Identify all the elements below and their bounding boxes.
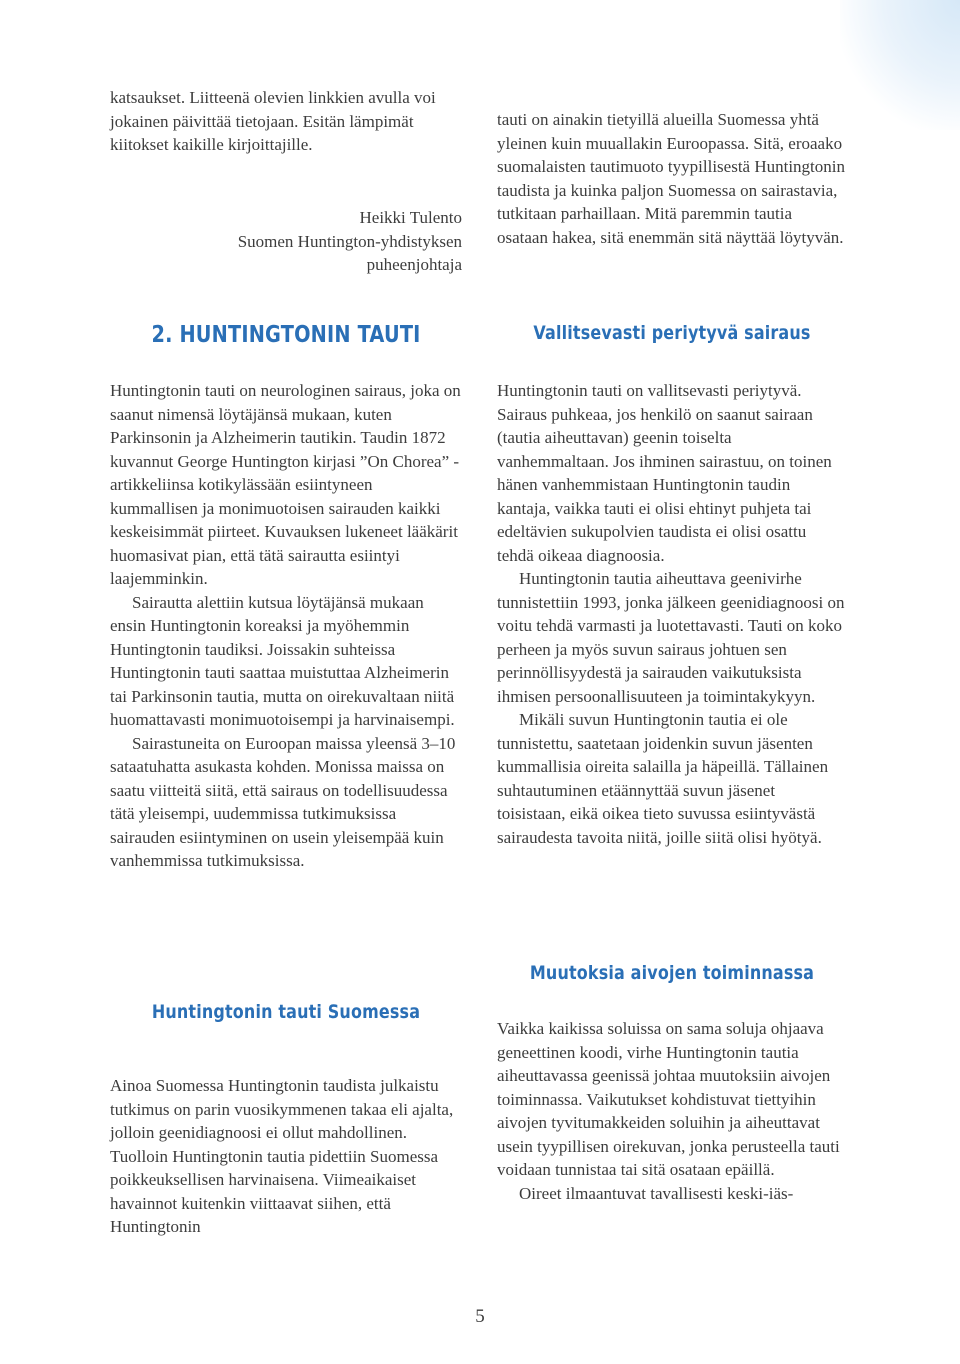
foreword-text-column <box>110 86 462 157</box>
body-paragraph: Sairautta alettiin kutsua löytäjänsä mukaan ensin Huntingtonin koreaksi ja myöhemmin Huntingtonin taudiksi. Joissakin suhteissa Huntingtonin tauti saattaa muistuttaa Alzheimerin tai Parkinsonin tautia, mutta on oirekuvaltaan niitä huomattavasti monimuotoisempi ja harvinaisempi. <box>110 592 455 729</box>
section-heading-aivojen-toiminnassa: Muutoksia aivojen toiminnassa <box>529 962 815 984</box>
body-paragraph: Oireet ilmaantuvat tavallisesti keski-iäs- <box>519 1183 794 1203</box>
signature-organization: Suomen Huntington-yhdistyksen <box>237 231 462 251</box>
body-paragraph: Huntingtonin tauti on neurologinen sairaus, joka on saanut nimensä löytäjänsä mukaan, kuten Parkinsonin ja Alzheimerin tautikin. Taudin 1872 kuvannut George Huntington kirjasi ”On Chorea” -artikkeliinsa kotikylässään esiintyneen kummallisen ja monimuotoisen sairauden kaikki keskeisimmät piirteet. Kuvauksen lukeneet lääkärit huomasivat pian, että tätä sairautta esiintyi laajemminkin. <box>110 381 461 588</box>
signature-name: Heikki Tulento <box>359 208 462 227</box>
finland-section-body <box>110 1074 462 1239</box>
brain-section-body <box>497 1017 847 1205</box>
signature-role: puheenjohtaja <box>366 255 462 274</box>
corner-decoration <box>840 0 960 130</box>
body-paragraph: Huntingtonin tautia aiheuttava geenivirhe tunnistettiin 1993, jonka jälkeen geenidiagnoosi on voitu tehdä varmasti ja luotettavasti. Tauti on koko perheen ja myös suvun sairaus johtuen sen perinnöllisyydestä ja sairauden vaikutuksista ihmisen persoonallisuuteen ja toimintakykyyn. <box>497 569 845 706</box>
section-heading-vallitsevasti: Vallitsevasti periytyvä sairaus <box>533 322 811 344</box>
body-paragraph: Huntingtonin tauti on vallitsevasti periytyvä. Sairaus puhkeaa, jos henkilö on saanut sairaan (tautia aiheuttavan) geenin toiselta vanhemmaltaan. Jos ihminen sairastuu, on toinen hänen vanhemmistaan Huntingtonin taudin kantaja, vaikka tauti ei olisi ehtinyt puhjeta tai edeltävien sukupolvien taudista ei olisi osattu tehdä oikeaa diagnoosia. <box>497 381 832 565</box>
page-number: 5 <box>475 1306 485 1327</box>
body-paragraph: Vaikka kaikissa soluissa on sama soluja ohjaava geneettinen koodi, virhe Huntingtonin tautia aiheuttavassa geenissä johtaa muutoksiin aivojen toiminnassa. Vaikutukset kohdistuvat tiettyihin aivojen tyvitumakkeiden soluihin ja aiheuttavat usein tyypillisen oirekuvan, jonka perusteella tauti voidaan tunnistaa tai sitä osataan epäillä. <box>497 1019 840 1179</box>
top-right-text-column <box>497 108 847 249</box>
section-heading-suomessa: Huntingtonin tauti Suomessa <box>151 1001 421 1023</box>
dominant-section-body <box>497 379 847 849</box>
body-paragraph: Ainoa Suomessa Huntingtonin taudista julkaistu tutkimus on parin vuosikymmenen takaa eli ajalta, jolloin geenidiagnoosi ei ollut mahdollinen. Tuolloin Huntingtonin tautia pidettiin Suomessa poikkeuksellisen harvinaisena. Viimeaikaiset havainnot kuitenkin viittaavat siihen, että Huntingtonin <box>110 1076 454 1236</box>
signature-block <box>110 206 462 277</box>
section-heading-huntingtonin-tauti: 2. HUNTINGTONIN TAUTI <box>151 322 421 348</box>
main-section-body <box>110 379 462 873</box>
body-paragraph: Mikäli suvun Huntingtonin tautia ei ole tunnistettu, saatetaan joidenkin suvun jäsenten kummallisia oireita salailla ja häpeillä. Tällainen suhtautuminen etäännyttää suvun jäsenet toisistaan, eikä oikea tieto suvussa esiintyvästä sairaudesta tavoita niitä, joille siitä olisi hyötyä. <box>497 710 829 847</box>
body-paragraph: Sairastuneita on Euroopan maissa yleensä 3–10 sataatuhatta asukasta kohden. Monissa maissa on saatu viitteitä siitä, että sairaus on todellisuudessa tätä yleisempi, uudemmissa tutkimuksissa sairauden esiintyminen on usein yleisempää kuin vanhemmissa tutkimuksissa. <box>110 733 456 870</box>
top-right-paragraph: tauti on ainakin tietyillä alueilla Suomessa yhtä yleinen kuin muuallakin Euroopassa. Sitä, eroaako suomalaisten tautimuoto tyypillisestä Huntingtonin taudista ja kuinka paljon Suomessa on sairastavia, tutkitaan parhaillaan. Mitä paremmin tautia osataan hakea, sitä enemmän sitä näyttää löytyvän. <box>497 110 846 247</box>
foreword-paragraph: katsaukset. Liitteenä olevien linkkien avulla voi jokainen päivittää tietojaan. Esitän lämpimät kiitokset kaikille kirjoittajille. <box>110 88 436 154</box>
